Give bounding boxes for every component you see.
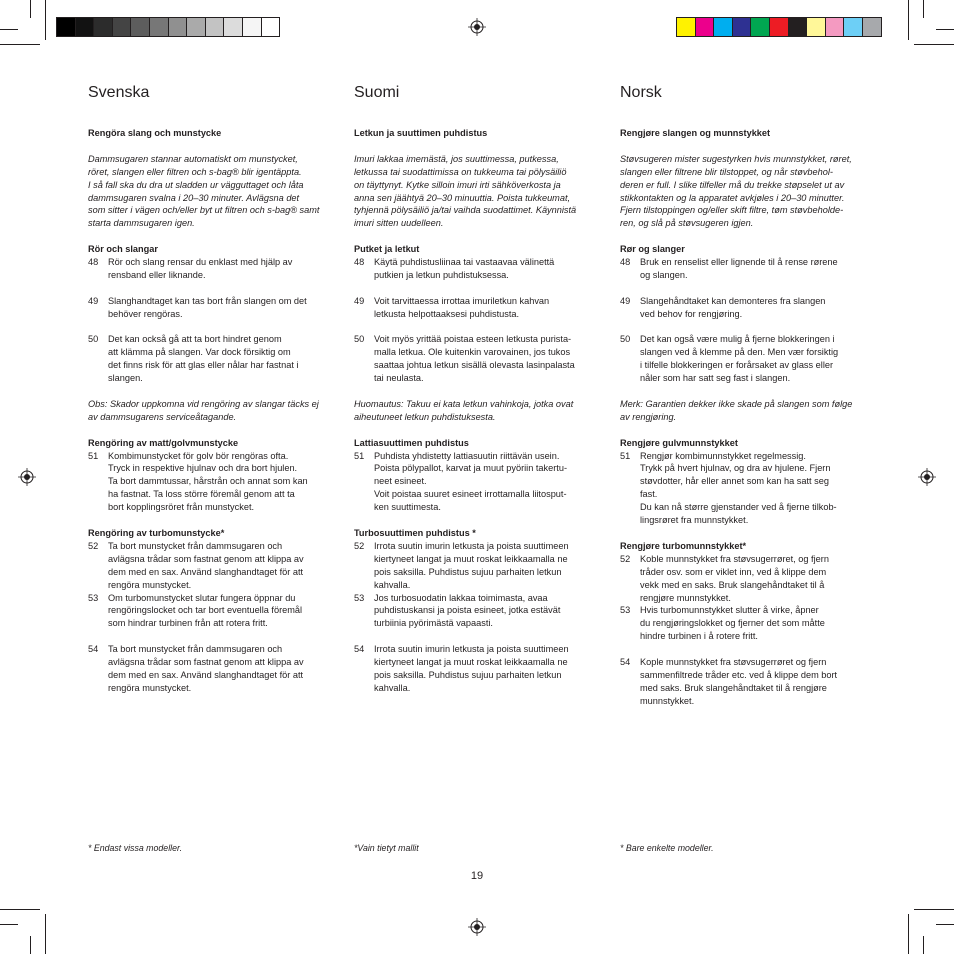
spacer bbox=[88, 514, 340, 527]
language-heading: Suomi bbox=[354, 84, 400, 101]
spacer bbox=[620, 282, 872, 295]
step-number: 50 bbox=[354, 334, 365, 345]
intro-text: Imuri lakkaa imemästä, jos suuttimessa, putkessa, letkussa tai suodattimissa on tukkeuma tai pölysäiliö on täyttynyt. Kytke silloin imuri irti sähköverkosta ja anna sen jäähtyä 20–30 minuuttia. Poista tukkeumat, tyhjennä pölysäiliö ja/tai vaihda suodattimet. Käynnistä imuri sitten uudelleen. bbox=[354, 153, 577, 229]
numbered-step bbox=[620, 656, 872, 708]
registration-mark-icon bbox=[918, 468, 936, 486]
spacer bbox=[354, 424, 606, 437]
crop-mark bbox=[936, 924, 954, 925]
numbered-step bbox=[354, 643, 606, 695]
crop-mark bbox=[0, 909, 40, 910]
step-number: 52 bbox=[88, 540, 99, 551]
color-swatch bbox=[713, 17, 733, 37]
color-swatch bbox=[825, 17, 845, 37]
spacer bbox=[88, 385, 340, 398]
section-heading: Letkun ja suuttimen puhdistus bbox=[354, 128, 488, 138]
spacer bbox=[620, 230, 872, 243]
step-text: Irrota suutin imurin letkusta ja poista suuttimeen kiertyneet langat ja muut roskat leikkaamalla ne pois saksilla. Puhdistus sujuu parhaiten letkun kahvalla. bbox=[374, 644, 569, 693]
spacer bbox=[88, 140, 340, 153]
step-text: Kombimunstycket för golv bör rengöras ofta. Tryck in respektive hjulnav och dra bort hjulen. Ta bort dammtussar, hårstrån och annat som kan ha fastnat. Ta loss större föremål genom att ta bort kopplingsröret från munstycket. bbox=[108, 450, 308, 513]
step-number: 49 bbox=[354, 295, 365, 306]
step-number: 51 bbox=[620, 450, 631, 461]
numbered-step bbox=[88, 295, 340, 321]
crop-mark bbox=[45, 0, 46, 40]
numbered-step bbox=[620, 333, 872, 385]
numbered-step bbox=[354, 450, 606, 515]
section-heading: Rengjøre slangen og munnstykket bbox=[620, 128, 771, 138]
column-content bbox=[88, 127, 340, 695]
language-heading: Norsk bbox=[620, 84, 662, 101]
crop-mark bbox=[914, 44, 954, 45]
spacer bbox=[620, 424, 872, 437]
step-text: Bruk en renselist eller lignende til å rense rørene og slangen. bbox=[640, 257, 838, 280]
numbered-step bbox=[88, 643, 340, 695]
step-text: Slangehåndtaket kan demonteres fra slangen ved behov for rengjøring. bbox=[640, 295, 826, 319]
numbered-step bbox=[88, 450, 340, 515]
crop-mark bbox=[923, 936, 924, 954]
gray-swatch bbox=[93, 17, 113, 37]
step-text: Koble munnstykket fra støvsugerrøret, og fjern tråder osv. som er viklet inn, ved å klippe dem vekk med en saks. Bruk slangehåndtaket til å rengjøre munnstykket. bbox=[640, 553, 829, 603]
gray-swatch bbox=[130, 17, 150, 37]
step-number: 54 bbox=[620, 657, 631, 668]
step-number: 50 bbox=[620, 334, 631, 345]
gray-swatch bbox=[168, 17, 188, 37]
crop-mark bbox=[0, 44, 40, 45]
step-text: Det kan også være mulig å fjerne blokkeringen i slangen ved å klemme på den. Men vær forsiktig i tilfelle blokkeringen er forårsaket av glass eller nåler som har satt seg fast i slangen. bbox=[640, 334, 839, 384]
intro-text: Støvsugeren mister sugestyrken hvis munnstykket, røret, slangen eller filtrene blir tilstoppet, og når støvbehol- deren er full. I slike tilfeller må du trekke støpselet ut av stikkontakten og la apparatet avkjøles i 20–30 minutter. Fjern tilstoppingen og/eller skift filtre, tøm støvbeholde- ren, og slå på støvsugeren igjen. bbox=[620, 153, 852, 229]
note-text: Huomautus: Takuu ei kata letkun vahinkoja, jotka ovat aiheutuneet letkun puhdistuksesta. bbox=[354, 398, 574, 422]
spacer bbox=[88, 230, 340, 243]
numbered-step bbox=[88, 333, 340, 385]
gray-swatch bbox=[186, 17, 206, 37]
gray-swatch bbox=[223, 17, 243, 37]
crop-mark bbox=[908, 0, 909, 40]
section-heading: Rengöring av turbomunstycke* bbox=[88, 527, 225, 538]
spacer bbox=[354, 514, 606, 527]
spacer bbox=[620, 385, 872, 398]
step-number: 53 bbox=[88, 592, 99, 603]
step-text: Voit tarvittaessa irrottaa imuriletkun kahvan letkusta helpottaaksesi puhdistusta. bbox=[374, 295, 550, 319]
section-heading: Rengöra slang och munstycke bbox=[88, 128, 222, 138]
step-text: Jos turbosuodatin lakkaa toimimasta, avaa puhdistuskansi ja poista esineet, jotka estävät turbiinia pyörimästä vapaasti. bbox=[374, 592, 561, 629]
step-number: 49 bbox=[88, 295, 99, 306]
crop-mark bbox=[30, 936, 31, 954]
intro-text: Dammsugaren stannar automatiskt om munstycket, röret, slangen eller filtren och s-bag® blir igentäppta. I så fall ska du dra ut sladden ur vägguttaget och låta dammsugaren svalna i 20–30 minuter. Avlägsna det som sitter i vägen och/eller byt ut filtren och s-bag® samt starta dammsugaren igen. bbox=[88, 153, 320, 229]
section-heading: Lattiasuuttimen puhdistus bbox=[354, 437, 469, 448]
step-number: 51 bbox=[88, 450, 99, 461]
step-text: Ta bort munstycket från dammsugaren och avlägsna trådar som fastnat genom att klippa av dem med en sax. Använd slanghandtaget för att rengöra munstycket. bbox=[108, 540, 304, 590]
color-swatch bbox=[862, 17, 882, 37]
numbered-step bbox=[620, 256, 872, 282]
step-text: Rör och slang rensar du enklast med hjälp av rensband eller liknande. bbox=[108, 257, 293, 280]
numbered-step bbox=[354, 295, 606, 321]
step-number: 52 bbox=[620, 553, 631, 564]
gray-swatch bbox=[112, 17, 132, 37]
step-number: 53 bbox=[354, 592, 365, 603]
step-text: Irrota suutin imurin letkusta ja poista suuttimeen kiertyneet langat ja muut roskat leikkaamalla ne pois saksilla. Puhdistus sujuu parhaiten letkun kahvalla. bbox=[374, 540, 569, 590]
spacer bbox=[88, 321, 340, 334]
spacer bbox=[620, 527, 872, 540]
grayscale-color-bar bbox=[56, 17, 279, 37]
color-swatch bbox=[695, 17, 715, 37]
section-heading: Putket ja letkut bbox=[354, 244, 420, 255]
step-text: Voit myös yrittää poistaa esteen letkusta purista- malla letkua. Ole kuitenkin varovainen, jos tukos saattaa johtua letkun sisällä olevasta lasinpalasta tai neulasta. bbox=[374, 334, 575, 384]
note-text: Obs: Skador uppkomna vid rengöring av slangar täcks ej av dammsugarens serviceåtagande. bbox=[88, 398, 319, 422]
section-heading: Turbosuuttimen puhdistus * bbox=[354, 527, 476, 538]
step-text: Det kan också gå att ta bort hindret genom att klämma på slangen. Var dock försiktig om det finns risk för att glas eller nålar har fastnat i slangen. bbox=[108, 334, 299, 384]
gray-swatch bbox=[56, 17, 76, 37]
numbered-step bbox=[88, 592, 340, 631]
spacer bbox=[620, 140, 872, 153]
column-content bbox=[354, 127, 606, 695]
section-heading: Rengjøre gulvmunnstykket bbox=[620, 437, 738, 448]
numbered-step bbox=[354, 540, 606, 592]
step-number: 48 bbox=[620, 257, 631, 268]
footnote: *Vain tietyt mallit bbox=[354, 843, 419, 853]
spacer bbox=[88, 282, 340, 295]
step-number: 51 bbox=[354, 450, 365, 461]
crop-mark bbox=[914, 909, 954, 910]
step-text: Käytä puhdistusliinaa tai vastaavaa välinettä putkien ja letkun puhdistuksessa. bbox=[374, 257, 555, 280]
step-number: 54 bbox=[88, 644, 99, 655]
color-swatch bbox=[806, 17, 826, 37]
spacer bbox=[354, 385, 606, 398]
numbered-step bbox=[620, 295, 872, 321]
crop-mark bbox=[0, 924, 18, 925]
step-number: 53 bbox=[620, 605, 631, 616]
color-swatch bbox=[769, 17, 789, 37]
numbered-step bbox=[620, 604, 872, 643]
spacer bbox=[354, 140, 606, 153]
step-number: 48 bbox=[88, 257, 99, 268]
gray-swatch bbox=[75, 17, 95, 37]
registration-mark-icon bbox=[18, 468, 36, 486]
step-number: 50 bbox=[88, 334, 99, 345]
step-text: Ta bort munstycket från dammsugaren och avlägsna trådar som fastnat genom att klippa av dem med en sax. Använd slanghandtaget för att rengöra munstycket. bbox=[108, 644, 304, 693]
crop-mark bbox=[923, 0, 924, 18]
page-number: 19 bbox=[470, 870, 484, 882]
step-number: 52 bbox=[354, 540, 365, 551]
note-text: Merk: Garantien dekker ikke skade på slangen som følge av rengjøring. bbox=[620, 398, 853, 422]
gray-swatch bbox=[149, 17, 169, 37]
spacer bbox=[620, 643, 872, 656]
spacer bbox=[354, 282, 606, 295]
color-swatch bbox=[732, 17, 752, 37]
numbered-step bbox=[88, 256, 340, 282]
step-text: Om turbomunstycket slutar fungera öppnar du rengöringslocket och tar bort eventuella föremål som hindrar turbinen från att rotera fritt. bbox=[108, 592, 303, 629]
crop-mark bbox=[908, 914, 909, 954]
numbered-step bbox=[88, 540, 340, 592]
step-number: 48 bbox=[354, 257, 365, 268]
registration-mark-icon bbox=[468, 18, 486, 36]
registration-mark-icon bbox=[468, 918, 486, 936]
step-text: Puhdista yhdistetty lattiasuutin riittävän usein. Poista pölypallot, karvat ja muut pyöriin takertu- neet esineet. Voit poistaa suuret esineet irrottamalla liitosput- ken suuttimesta. bbox=[374, 450, 568, 513]
spacer bbox=[354, 321, 606, 334]
color-swatch bbox=[843, 17, 863, 37]
step-text: Slanghandtaget kan tas bort från slangen om det behöver rengöras. bbox=[108, 295, 307, 319]
numbered-step bbox=[620, 553, 872, 605]
crop-mark bbox=[0, 29, 18, 30]
spacer bbox=[88, 630, 340, 643]
process-color-bar bbox=[676, 17, 881, 37]
footnote: * Bare enkelte modeller. bbox=[620, 843, 714, 853]
color-swatch bbox=[676, 17, 696, 37]
gray-swatch bbox=[205, 17, 225, 37]
spacer bbox=[354, 630, 606, 643]
crop-mark bbox=[30, 0, 31, 18]
color-swatch bbox=[788, 17, 808, 37]
step-text: Kople munnstykket fra støvsugerrøret og fjern sammenfiltrede tråder etc. ved å klippe dem bort med saks. Bruk slangehåndtaket til å rengjøre munnstykket. bbox=[640, 657, 838, 706]
spacer bbox=[620, 321, 872, 334]
step-number: 49 bbox=[620, 295, 631, 306]
step-number: 54 bbox=[354, 644, 365, 655]
numbered-step bbox=[620, 450, 872, 527]
numbered-step bbox=[354, 592, 606, 631]
step-text: Rengjør kombimunnstykket regelmessig. Trykk på hvert hjulnav, og dra av hjulene. Fjern støvdotter, hår eller annet som kan ha satt seg fast. Du kan nå større gjenstander ved å fjerne tilkob- lingsrøret fra munnstykket. bbox=[640, 450, 837, 526]
column-content bbox=[620, 127, 872, 708]
numbered-step bbox=[354, 333, 606, 385]
crop-mark bbox=[936, 29, 954, 30]
section-heading: Rör och slangar bbox=[88, 244, 158, 255]
color-swatch bbox=[750, 17, 770, 37]
numbered-step bbox=[354, 256, 606, 282]
gray-swatch bbox=[242, 17, 262, 37]
spacer bbox=[88, 424, 340, 437]
step-text: Hvis turbomunnstykket slutter å virke, åpner du rengjøringslokket og fjerner det som måtte hindre turbinen i å rotere fritt. bbox=[640, 605, 825, 642]
section-heading: Rengjøre turbomunnstykket* bbox=[620, 540, 747, 551]
spacer bbox=[354, 230, 606, 243]
language-heading: Svenska bbox=[88, 84, 150, 101]
section-heading: Rengöring av matt/golvmunstycke bbox=[88, 437, 239, 448]
section-heading: Rør og slanger bbox=[620, 244, 685, 255]
crop-mark bbox=[45, 914, 46, 954]
footnote: * Endast vissa modeller. bbox=[88, 843, 183, 853]
gray-swatch bbox=[261, 17, 281, 37]
